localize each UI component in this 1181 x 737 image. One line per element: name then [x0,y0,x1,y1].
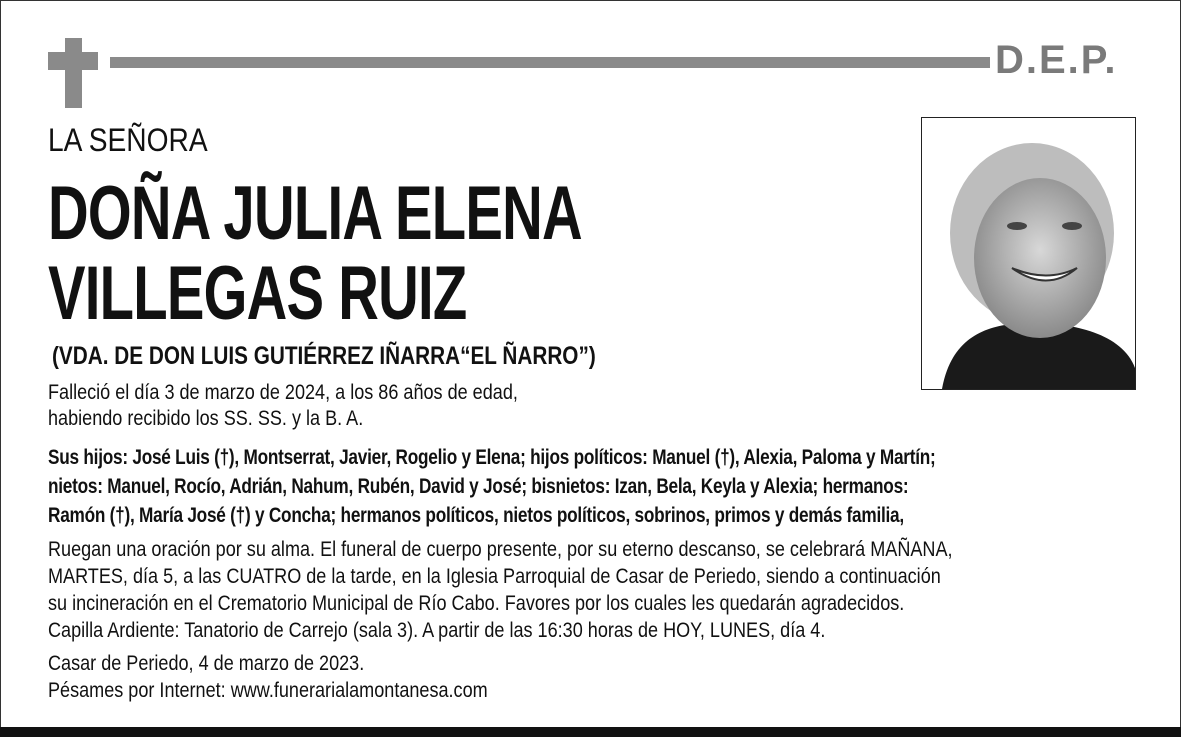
cross-icon [65,38,82,108]
header-rule [110,57,990,68]
condolences-url: Pésames por Internet: www.funerarialamontanesa.com [48,679,488,702]
portrait-photo [921,117,1136,390]
cross-icon-arm [48,52,98,70]
widow-of: (VDA. DE DON LUIS GUTIÉRREZ IÑARRA“EL ÑARRO”) [52,342,596,370]
place-date: Casar de Periedo, 4 de marzo de 2023. [48,652,365,675]
funeral-line: su incineración en el Crematorio Municipal de Río Cabo. Favores por los cuales les quedarán agradecidos. [48,592,905,615]
funeral-line: MARTES, día 5, a las CUATRO de la tarde, en la Iglesia Parroquial de Casar de Periedo, siendo a continuación [48,565,941,588]
funeral-info [48,536,953,644]
family-line: nietos: Manuel, Rocío, Adrián, Nahum, Rubén, David y José; bisnietos: Izan, Bela, Keyla y Alexia; hermanos: [48,475,909,498]
deceased-name-line-2: VILLEGAS RUIZ [48,251,467,336]
bottom-bar [0,727,1181,737]
family-line: Ramón (†), María José (†) y Concha; hermanos políticos, nietos políticos, sobrinos, primos y demás familia, [48,504,904,527]
death-line: Falleció el día 3 de marzo de 2024, a los 86 años de edad, [48,381,518,404]
deceased-name-line-1: DOÑA JULIA ELENA [48,171,582,256]
death-line: habiendo recibido los SS. SS. y la B. A. [48,407,364,430]
dep-label: D.E.P. [995,38,1118,82]
intro-label: LA SEÑORA [48,122,208,158]
family-list [48,443,936,530]
funeral-line: Ruegan una oración por su alma. El funeral de cuerpo presente, por su eterno descanso, se celebrará MAÑANA, [48,538,953,561]
footer-info [48,650,488,704]
death-info [48,380,518,432]
family-line: Sus hijos: José Luis (†), Montserrat, Javier, Rogelio y Elena; hijos políticos: Manuel (†), Alexia, Paloma y Martín; [48,446,936,469]
funeral-line: Capilla Ardiente: Tanatorio de Carrejo (sala 3). A partir de las 16:30 horas de HOY, LUNES, día 4. [48,619,826,642]
